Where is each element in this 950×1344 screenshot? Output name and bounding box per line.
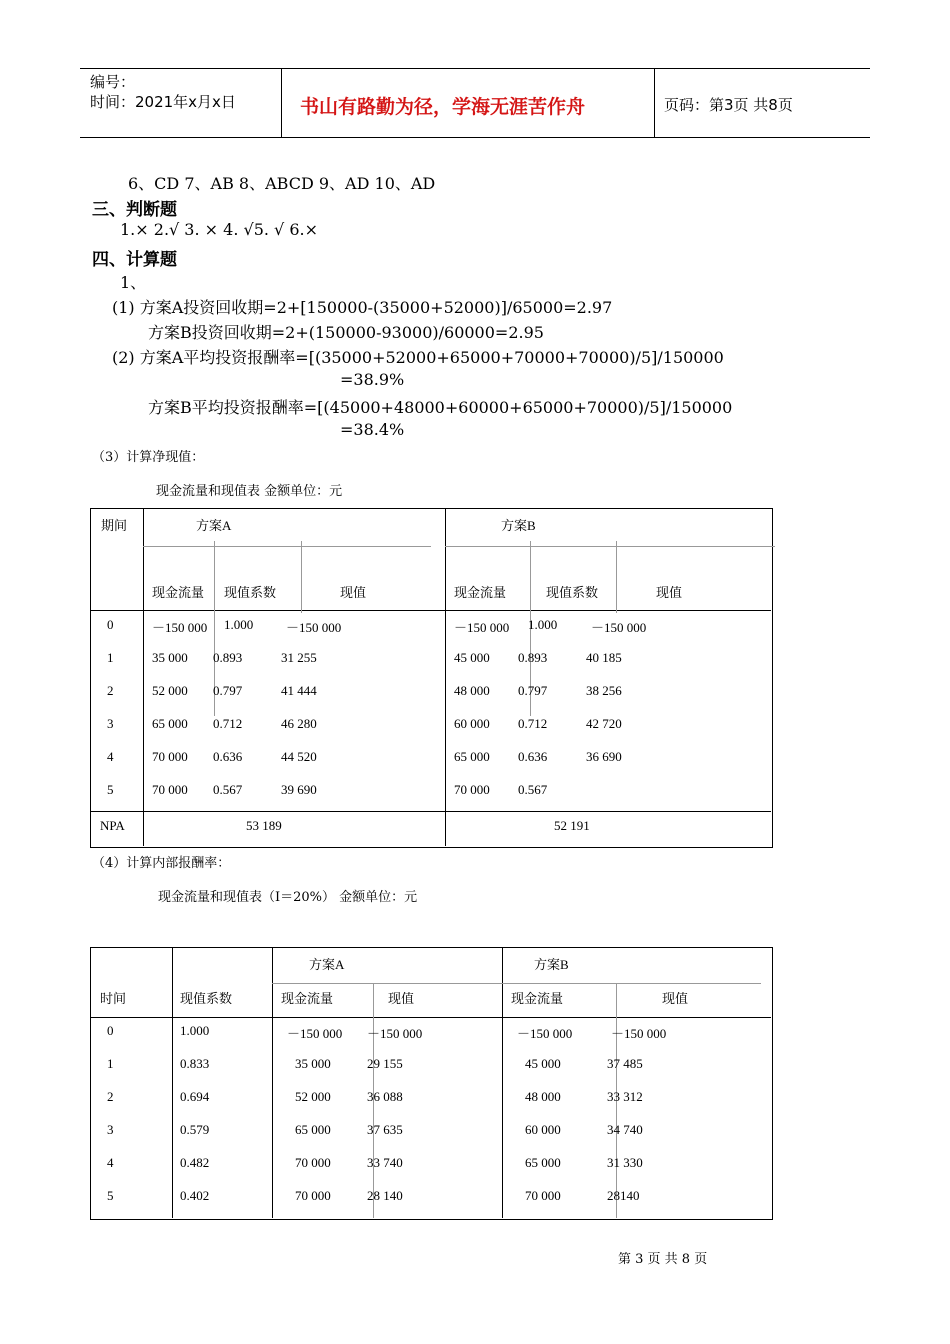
row-a-cashflow: 70 000	[152, 749, 188, 764]
row-b-cashflow: 65 000	[525, 1155, 561, 1170]
npa-plan-b: 52 191	[554, 818, 590, 833]
col-cashflow-a: 现金流量	[281, 991, 334, 1006]
row-time: 1	[107, 1056, 114, 1071]
table-rule	[502, 948, 503, 1218]
row-b-cashflow: －150 000	[517, 1026, 573, 1041]
row-b-pv: 34 740	[607, 1122, 643, 1137]
row-a-factor: 0.893	[213, 650, 243, 665]
table-rule	[91, 610, 771, 611]
row-a-cashflow: 52 000	[295, 1089, 331, 1104]
header-motto: 书山有路勤为径，学海无涯苦作舟	[300, 96, 586, 118]
row-b-cashflow: －150 000	[454, 620, 510, 635]
row-a-cashflow: －150 000	[152, 620, 208, 635]
row-b-pv: 31 330	[607, 1155, 643, 1170]
row-period: 5	[107, 782, 114, 797]
col-pv-b: 现值	[662, 991, 689, 1006]
period-header: 期间	[101, 518, 128, 533]
row-a-cashflow: －150 000	[287, 1026, 343, 1041]
row-b-pv: 37 485	[607, 1056, 643, 1071]
row-b-pv: 36 690	[586, 749, 622, 764]
col-cashflow-b: 现金流量	[454, 585, 507, 600]
header-time-label: 时间：2021年x月x日	[90, 93, 236, 111]
plan-b-header: 方案B	[534, 957, 569, 972]
row-a-factor: 0.567	[213, 782, 243, 797]
table-rule	[143, 546, 431, 547]
header-number-label: 编号：	[90, 73, 136, 91]
row-b-pv: 38 256	[586, 683, 622, 698]
row-b-factor: 0.567	[518, 782, 548, 797]
table-rule	[91, 811, 771, 812]
plan-a-header: 方案A	[196, 518, 232, 533]
avg-return-plan-a: (2) 方案A平均投资报酬率=[(35000+52000+65000+70000+70000)/5]/150000	[112, 348, 724, 367]
row-time: 3	[107, 1122, 114, 1137]
row-period: 4	[107, 749, 114, 764]
row-a-pv: 28 140	[367, 1188, 403, 1203]
irr-label: （4）计算内部报酬率：	[92, 856, 231, 871]
row-factor: 0.694	[180, 1089, 210, 1104]
row-b-cashflow: 60 000	[525, 1122, 561, 1137]
row-b-factor: 0.712	[518, 716, 548, 731]
row-a-cashflow: 35 000	[152, 650, 188, 665]
page-header	[80, 68, 870, 138]
table2-caption: 现金流量和现值表（I＝20%） 金额单位：元	[158, 890, 418, 905]
avg-return-plan-b: 方案B平均投资报酬率=[(45000+48000+60000+65000+70000)/5]/150000	[148, 398, 733, 417]
row-period: 2	[107, 683, 114, 698]
row-a-pv: －150 000	[367, 1026, 423, 1041]
plan-a-header: 方案A	[309, 957, 345, 972]
col-factor-a: 现值系数	[224, 585, 277, 600]
question-1-label: 1、	[120, 273, 147, 292]
irr-table	[90, 947, 773, 1220]
section3-answers: 1.× 2.√ 3. × 4. √5. √ 6.×	[120, 220, 318, 239]
row-factor: 0.402	[180, 1188, 210, 1203]
table-rule	[616, 541, 617, 613]
row-b-factor: 0.636	[518, 749, 548, 764]
row-time: 2	[107, 1089, 114, 1104]
table-rule	[445, 546, 775, 547]
row-b-pv: －150 000	[591, 620, 647, 635]
header-divider	[654, 69, 655, 137]
row-a-pv: 31 255	[281, 650, 317, 665]
row-a-pv: 36 088	[367, 1089, 403, 1104]
table-rule	[301, 541, 302, 613]
payback-plan-a: (1) 方案A投资回收期=2+[150000-(35000+52000)]/65000=2.97	[112, 298, 613, 317]
row-b-cashflow: 48 000	[525, 1089, 561, 1104]
npa-plan-a: 53 189	[246, 818, 282, 833]
col-pv-a: 现值	[388, 991, 415, 1006]
row-b-factor: 0.797	[518, 683, 548, 698]
row-period: 0	[107, 617, 114, 632]
answers-line: 6、CD 7、AB 8、ABCD 9、AD 10、AD	[128, 174, 436, 193]
row-b-pv: 33 312	[607, 1089, 643, 1104]
row-b-pv: 28140	[607, 1188, 640, 1203]
table-rule	[91, 1017, 771, 1018]
row-a-cashflow: 70 000	[152, 782, 188, 797]
row-a-factor: 0.712	[213, 716, 243, 731]
table1-caption: 现金流量和现值表 金额单位：元	[156, 484, 343, 499]
row-b-cashflow: 60 000	[454, 716, 490, 731]
col-factor-b: 现值系数	[546, 585, 599, 600]
table-rule	[272, 948, 273, 1218]
page-footer: 第 3 页 共 8 页	[618, 1252, 708, 1267]
row-b-pv: 40 185	[586, 650, 622, 665]
row-b-pv: －150 000	[611, 1026, 667, 1041]
avg-return-plan-b-result: =38.4%	[340, 420, 405, 439]
table-rule	[143, 509, 144, 846]
row-a-pv: 33 740	[367, 1155, 403, 1170]
row-factor: 1.000	[180, 1023, 210, 1038]
header-divider	[281, 69, 282, 137]
row-a-pv: 41 444	[281, 683, 317, 698]
row-a-factor: 1.000	[224, 617, 254, 632]
plan-b-header: 方案B	[501, 518, 536, 533]
row-a-pv: －150 000	[286, 620, 342, 635]
row-a-cashflow: 70 000	[295, 1155, 331, 1170]
section3-title: 三、判断题	[92, 200, 177, 220]
row-a-pv: 29 155	[367, 1056, 403, 1071]
npv-label: （3）计算净现值：	[92, 450, 205, 465]
header-page-label: 页码：第3页 共8页	[664, 96, 793, 114]
row-b-factor: 1.000	[528, 617, 558, 632]
row-a-pv: 37 635	[367, 1122, 403, 1137]
row-a-pv: 46 280	[281, 716, 317, 731]
row-b-cashflow: 70 000	[454, 782, 490, 797]
col-cashflow-b: 现金流量	[511, 991, 564, 1006]
row-b-cashflow: 70 000	[525, 1188, 561, 1203]
factor-header: 现值系数	[180, 991, 233, 1006]
table-rule	[445, 509, 446, 846]
row-a-pv: 39 690	[281, 782, 317, 797]
row-a-cashflow: 65 000	[295, 1122, 331, 1137]
npv-table	[90, 508, 773, 848]
npa-label: NPA	[100, 818, 125, 833]
row-b-cashflow: 48 000	[454, 683, 490, 698]
row-period: 1	[107, 650, 114, 665]
row-factor: 0.579	[180, 1122, 210, 1137]
row-b-factor: 0.893	[518, 650, 548, 665]
row-a-cashflow: 52 000	[152, 683, 188, 698]
table-rule	[172, 948, 173, 1218]
avg-return-plan-a-result: =38.9%	[340, 370, 405, 389]
row-a-cashflow: 35 000	[295, 1056, 331, 1071]
row-time: 5	[107, 1188, 114, 1203]
row-time: 0	[107, 1023, 114, 1038]
row-a-factor: 0.797	[213, 683, 243, 698]
section4-title: 四、计算题	[92, 250, 177, 270]
row-a-cashflow: 65 000	[152, 716, 188, 731]
col-pv-a: 现值	[340, 585, 367, 600]
row-b-cashflow: 65 000	[454, 749, 490, 764]
row-a-cashflow: 70 000	[295, 1188, 331, 1203]
row-a-pv: 44 520	[281, 749, 317, 764]
row-time: 4	[107, 1155, 114, 1170]
row-a-factor: 0.636	[213, 749, 243, 764]
col-pv-b: 现值	[656, 585, 683, 600]
time-header: 时间	[100, 991, 127, 1006]
row-factor: 0.833	[180, 1056, 210, 1071]
row-b-cashflow: 45 000	[454, 650, 490, 665]
row-factor: 0.482	[180, 1155, 210, 1170]
row-b-cashflow: 45 000	[525, 1056, 561, 1071]
payback-plan-b: 方案B投资回收期=2+(150000-93000)/60000=2.95	[148, 323, 544, 342]
col-cashflow-a: 现金流量	[152, 585, 205, 600]
table-rule	[272, 983, 761, 984]
row-b-pv: 42 720	[586, 716, 622, 731]
row-period: 3	[107, 716, 114, 731]
